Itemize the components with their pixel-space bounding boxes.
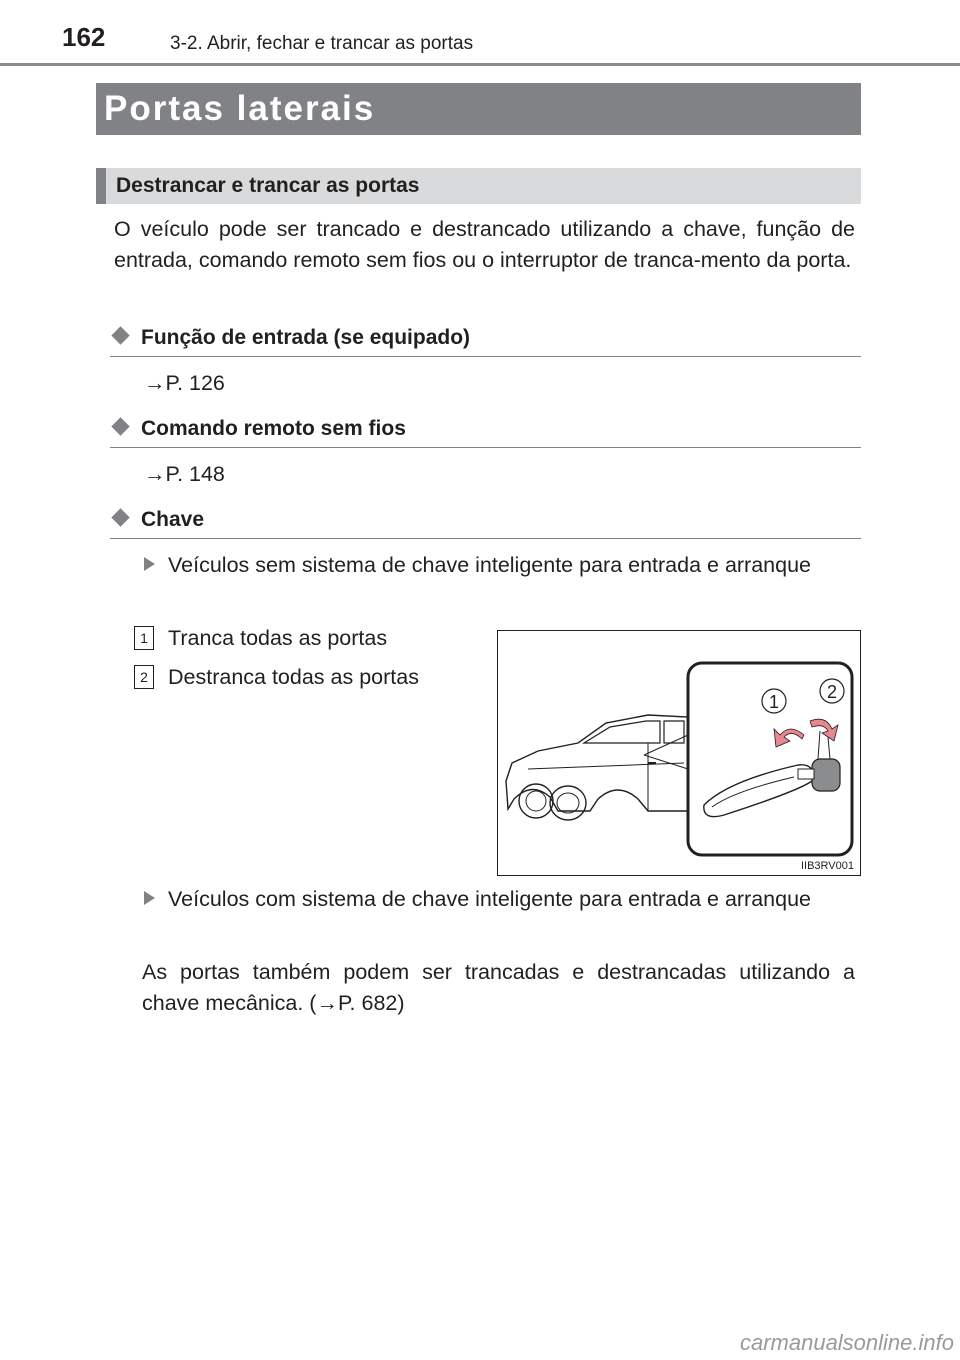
triangle-bullet-icon <box>144 891 155 905</box>
diamond-bullet-icon <box>111 326 129 344</box>
car-door-key-drawing <box>498 631 860 875</box>
header-divider <box>0 63 960 66</box>
figure-code: IIB3RV001 <box>800 860 854 872</box>
page-reference: →P. 126 <box>144 371 225 395</box>
page-header <box>0 0 960 70</box>
key-head <box>812 759 840 791</box>
diamond-bullet-icon <box>111 508 129 526</box>
callout-1: 1 <box>768 692 780 712</box>
callout-2: 2 <box>826 682 838 702</box>
item-heading-wireless-remote <box>110 414 861 448</box>
item-heading-text: Chave <box>141 508 205 531</box>
page-title: Portas laterais <box>96 83 861 135</box>
car-window-line <box>584 721 660 743</box>
watermark: carmanualsonline.info <box>739 1330 954 1355</box>
diamond-bullet-icon <box>111 417 129 435</box>
item-heading-key <box>110 505 861 539</box>
door-key-illustration <box>497 630 861 876</box>
step-text: Tranca todas as portas <box>168 626 388 650</box>
step-unlock <box>134 665 419 690</box>
item-heading-text: Comando remoto sem fios <box>141 417 406 440</box>
subitem-without-smart-key <box>144 550 855 581</box>
step-lock <box>134 626 387 651</box>
step-number: 2 <box>134 665 154 689</box>
triangle-bullet-icon <box>144 557 155 571</box>
intro-paragraph: O veículo pode ser trancado e destrancado utilizando a chave, função de entrada, comando remoto sem fios ou o interruptor de tranca-mento da porta. <box>114 217 855 272</box>
page-reference: →P. 148 <box>144 462 225 486</box>
item-heading-text: Função de entrada (se equipado) <box>141 326 471 349</box>
item-heading-entry-function <box>110 323 861 357</box>
page-number: 162 <box>62 22 106 52</box>
subitem-text: Veículos sem sistema de chave inteligente para entrada e arranque <box>168 553 812 577</box>
section-title: Destrancar e trancar as portas <box>96 168 861 204</box>
mechanical-key-note: As portas também podem ser trancadas e destrancadas utilizando a chave mecânica. (→P. 682) <box>142 960 855 1015</box>
car-window-line-2 <box>664 721 684 743</box>
step-text: Destranca todas as portas <box>168 665 419 689</box>
breadcrumb: 3-2. Abrir, fechar e trancar as portas <box>170 33 474 54</box>
step-number: 1 <box>134 626 154 650</box>
car-body-outline <box>506 715 688 811</box>
subitem-text: Veículos com sistema de chave inteligente para entrada e arranque <box>168 887 812 911</box>
subitem-with-smart-key <box>144 884 855 915</box>
